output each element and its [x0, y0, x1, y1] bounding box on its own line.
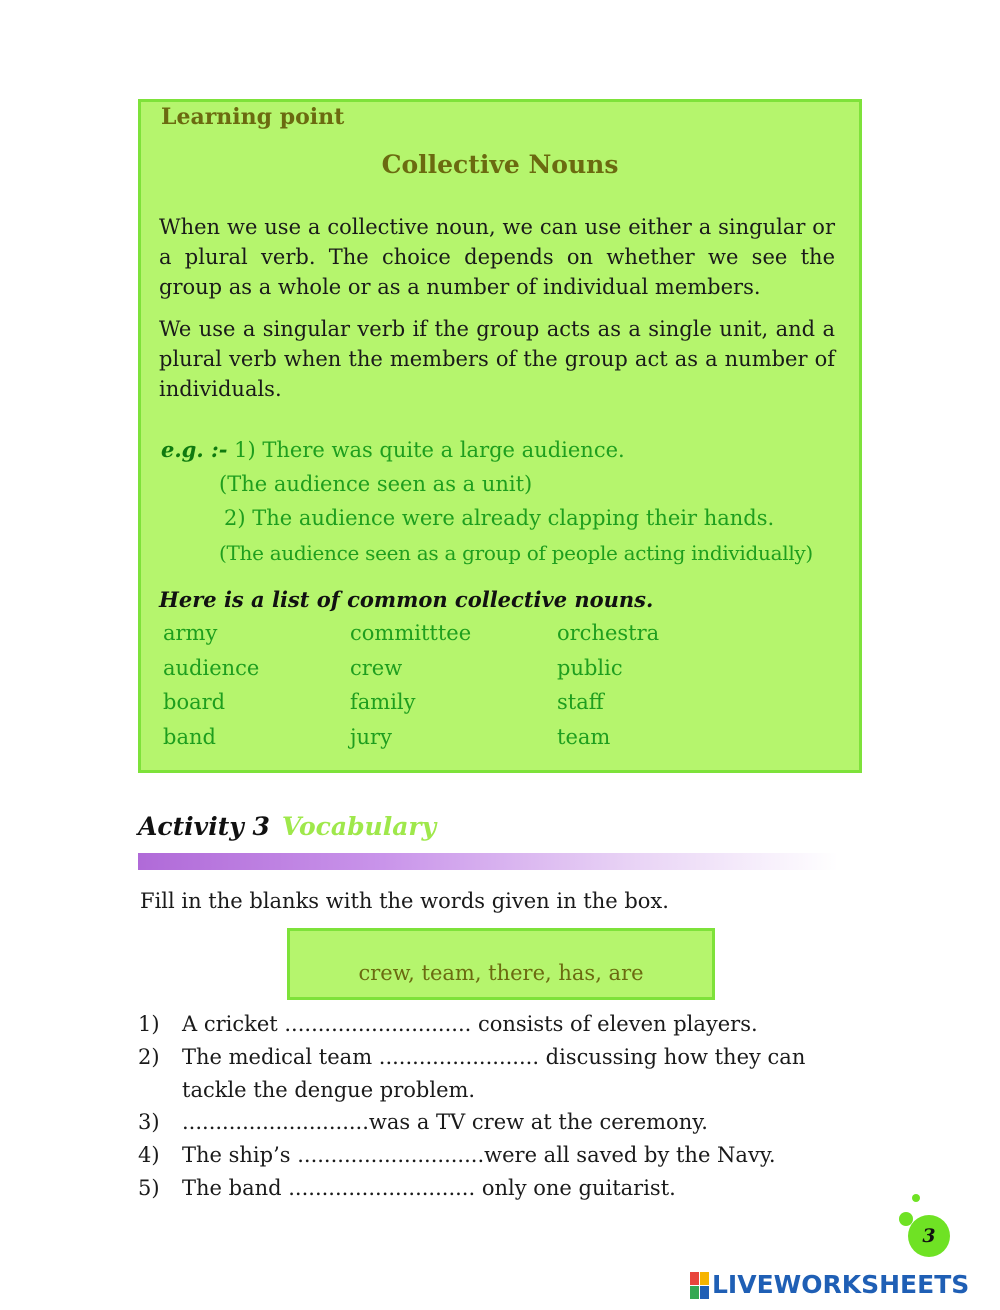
noun-item: jury: [350, 725, 392, 749]
explanation-paragraph-1: When we use a collective noun, we can use either a singular or a plural verb. The choice depends on whether we see the group as a whole or as a number of individual members.: [159, 215, 835, 299]
noun-item: team: [557, 725, 611, 749]
activity-divider-bar: [138, 853, 838, 870]
noun-item: army: [163, 621, 218, 645]
word-box-words: crew, team, there, has, are: [358, 961, 644, 985]
activity-instruction: Fill in the blanks with the words given in the box.: [140, 889, 669, 913]
noun-item: public: [557, 656, 623, 680]
activity-number: Activity 3: [138, 812, 270, 841]
activity-name: Vocabulary: [281, 812, 437, 841]
example-1-note: (The audience seen as a unit): [219, 472, 533, 496]
learning-point-box: [138, 99, 862, 773]
question-number: 3): [138, 1110, 160, 1134]
liveworksheets-icon: [690, 1272, 710, 1300]
question-text: A cricket ............................ consists of eleven players.: [182, 1012, 758, 1036]
noun-item: crew: [350, 656, 403, 680]
example-2: 2) The audience were already clapping their hands.: [224, 506, 775, 530]
question-number: 1): [138, 1012, 160, 1036]
page-number-badge: 3: [908, 1215, 950, 1257]
noun-item: staff: [557, 690, 604, 714]
decorative-dot: [912, 1194, 920, 1202]
explanation-paragraph-2: We use a singular verb if the group acts as a single unit, and a plural verb when the members of the group act as a number of individuals.: [159, 317, 835, 401]
question-number: 5): [138, 1176, 160, 1200]
example-1: [161, 437, 625, 462]
noun-item: family: [350, 690, 416, 714]
example-lead: e.g. :-: [161, 437, 228, 462]
learning-point-label: Learning point: [161, 104, 345, 130]
activity-heading: [138, 812, 436, 841]
question-text: ............................was a TV crew at the ceremony.: [182, 1110, 708, 1134]
liveworksheets-brand: LIVEWORKSHEETS: [712, 1270, 970, 1299]
example-1-text: 1) There was quite a large audience.: [234, 438, 625, 462]
noun-item: committtee: [350, 621, 472, 645]
question-text: The ship’s ............................were all saved by the Navy.: [182, 1143, 776, 1167]
learning-point-title: Collective Nouns: [381, 150, 619, 179]
question-number: 2): [138, 1045, 160, 1069]
example-2-note: (The audience seen as a group of people acting individually): [219, 541, 813, 565]
question-text: The band ............................ only one guitarist.: [182, 1176, 676, 1200]
noun-list-heading: Here is a list of common collective nouns.: [159, 587, 654, 612]
question-number: 4): [138, 1143, 160, 1167]
liveworksheets-logo[interactable]: [690, 1270, 990, 1300]
word-box: [287, 928, 715, 1000]
noun-item: orchestra: [557, 621, 660, 645]
question-text: The medical team ........................ discussing how they can tackle the dengue problem.: [182, 1045, 806, 1102]
noun-item: audience: [163, 656, 260, 680]
noun-item: board: [163, 690, 226, 714]
noun-item: band: [163, 725, 216, 749]
